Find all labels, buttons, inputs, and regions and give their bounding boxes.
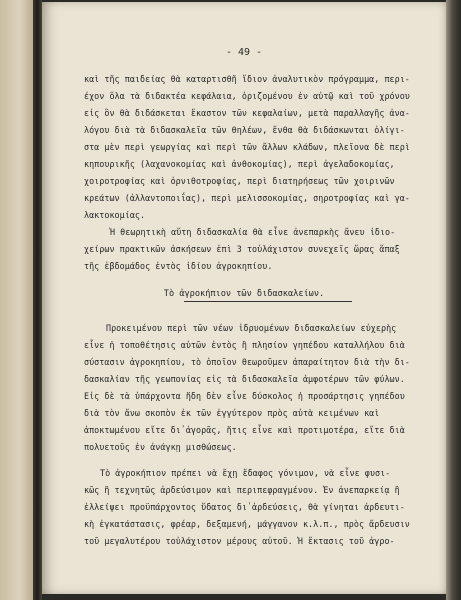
text-line: κηπουρικῆς (λαχανοκομίας καὶ ἀνθοκομίας), περὶ ἀγελαδοκομίας, (84, 159, 395, 169)
text-line: δασκαλίαν τῆς γεωπονίας εἰς τὰ διδασκαλεῖα ἀμφοτέρων τῶν φύλων. (84, 374, 405, 384)
right-page-edge (446, 0, 461, 600)
text-line: εἰς ὃν θὰ διδάσκεται ἕκαστον τῶν κεφαλαίων, μετὰ παραλλαγῆς ἀνα- (84, 108, 410, 118)
text-line: κρεάτων (ἀλλαντοποιΐας), περὶ μελισσοκομίας, σηροτροφίας καὶ γα- (84, 193, 410, 203)
left-page-edge (0, 0, 34, 600)
book-spine (33, 0, 42, 600)
text-line: χοιροτροφίας καὶ ὀρνιθοτροφίας, περὶ διατηρήσεως τῶν χοιρινῶν (84, 176, 395, 186)
text-line: χείρων πρακτικῶν ἀσκήσεων ἐπὶ 3 τοὐλάχιστον συνεχεῖς ὥρας ἅπαξ (84, 244, 400, 254)
text-line: κῶς ἢ τεχνητῶς ἀρδεύσιμον καὶ περιπεφραγμένον. Ἐν ἀνεπαρκείᾳ ἢ (84, 485, 400, 495)
section-heading-underline (184, 301, 352, 302)
text-line: ἀποκτωμένου εἴτε δι᾿ἀγορᾶς, ἥτις εἶνε καὶ προτιμοτέρα, εἴτε διὰ (84, 425, 405, 435)
text-line: λακτοκομίας. (84, 210, 146, 220)
text-line: κὴ ἐγκατάστασις, φρέαρ, δεξαμενή, μάγγανον κ.λ.π., πρὸς ἄρδευσιν (84, 519, 410, 529)
text-line: εἶνε ἡ τοποθέτησις αὐτῶν ἐντὸς ἢ πλησίον γηπέδου καταλλήλου διὰ (84, 340, 405, 350)
text-line: καὶ τῆς παιδείας θὰ καταρτισθῆ ἴδιον ἀναλυτικὸν πρόγραμμα, περι- (84, 74, 410, 84)
text-line: σύστασιν ἀγροκηπίου, τὸ ὁποῖον θεωροῦμεν ἀπαραίτητον διὰ τὴν δι- (84, 357, 410, 367)
text-line: Τὸ ἀγροκήπιον πρέπει νὰ ἔχῃ ἔδαφος γόνιμον, νὰ εἶνε φυσι- (100, 468, 391, 478)
text-line: πολυετοῦς ἐν ἀνάγκῃ μισθώσεως. (84, 442, 237, 452)
section-heading: Τὸ ἀγροκήπιον τῶν διδασκαλείων. (163, 289, 325, 299)
text-line: στα μὲν περὶ γεωργίας καὶ περὶ τῶν ἄλλων κλάδων, πλεῖονα δὲ περὶ (84, 142, 410, 152)
document-page (42, 2, 448, 594)
text-line: ἐλλείψει προϋπάρχοντος ὕδατος δι᾿ἀρδεύσεις, θὰ γίνηται ἀρδευτι- (84, 502, 405, 512)
text-line: Προκειμένου περὶ τῶν νέων ἱδρυομένων διδασκαλείων εὐχερὴς (106, 323, 397, 333)
text-line: τοῦ μεγαλυτέρου τοὐλάχιστον μέρους αὐτοῦ. Ἡ ἔκτασις τοῦ ἀγρο- (84, 536, 395, 546)
text-line: Εἰς δὲ τὰ ὑπάρχοντα ἤδη δὲν εἶνε δύσκολος ἡ προσάρτησις γηπέδου (84, 391, 405, 401)
text-line: Ἡ θεωρητικὴ αὕτη διδασκαλία θὰ εἶνε ἀνεπαρκὴς ἄνευ ἰδιο- (110, 227, 396, 237)
page-number: - 49 - (225, 47, 263, 58)
text-line: έχον ὅλα τὰ διδακτέα κεφάλαια, ὁριζομένου ἐν αὐτῷ καὶ τοῦ χρόνου (84, 91, 410, 101)
text-line: λόγου διὰ τὰ διδασκαλεῖα τῶν θηλέων, ἔνθα θὰ διδάσκωνται ὀλίγι- (84, 125, 405, 135)
text-line: τῆς ἑβδομάδος ἐντὸς ἰδίου ἀγροκηπίου. (84, 261, 273, 271)
text-line: διὰ τὸν ἄνω σκοπὸν ἐκ τῶν ἐγγύτερον πρὸς αὐτὰ κειμένων καὶ (84, 408, 380, 418)
